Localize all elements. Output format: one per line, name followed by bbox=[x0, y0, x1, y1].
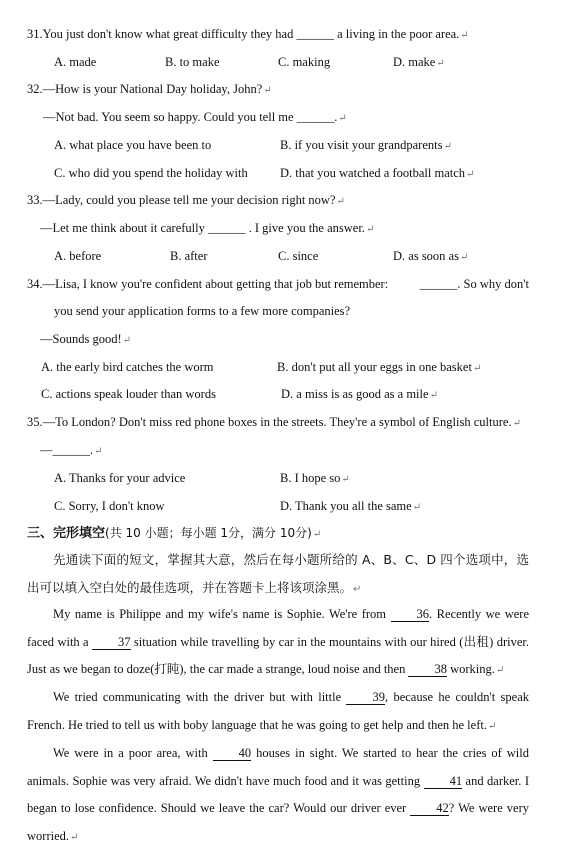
return-mark-icon: ↵ bbox=[70, 831, 79, 843]
question-34-stem: 34.—Lisa, I know you're confident about getting that job but remember: ______. So why don't bbox=[27, 277, 529, 291]
option-b[interactable]: B. after bbox=[170, 249, 208, 263]
option-c[interactable]: C. Sorry, I don't know bbox=[54, 499, 165, 513]
return-mark-icon: ↵ bbox=[122, 335, 131, 346]
return-mark-icon: ↵ bbox=[312, 529, 322, 540]
question-33-reply: —Let me think about it carefully ______ . I give you the answer.↵ bbox=[40, 221, 375, 235]
return-mark-icon: ↵ bbox=[472, 363, 482, 374]
return-mark-icon: ↵ bbox=[429, 390, 438, 401]
return-mark-icon: ↵ bbox=[338, 113, 347, 124]
return-mark-icon: ↵ bbox=[336, 196, 345, 207]
option-b[interactable]: B. don't put all your eggs in one basket↵ bbox=[277, 360, 482, 374]
section-note: (共 10 小题；每小题 1分，满分 10分) bbox=[105, 526, 312, 540]
question-33-stem: 33.—Lady, could you please tell me your decision right now?↵ bbox=[27, 193, 345, 207]
option-c[interactable]: C. since bbox=[278, 249, 319, 263]
question-32-stem: 32.—How is your National Day holiday, John?↵ bbox=[27, 82, 272, 96]
option-a[interactable]: A. before bbox=[54, 249, 102, 263]
option-d[interactable]: D. that you watched a football match↵ bbox=[280, 166, 475, 180]
passage-paragraph-2: We tried communicating with the driver but with little 39, because he couldn't speak French. He tried to tell us with boby language that he was going to get help and then he left.↵ bbox=[27, 690, 530, 732]
question-35-stem: 35.—To London? Don't miss red phone boxes in the streets. They're a symbol of English culture.↵ bbox=[27, 415, 521, 429]
section-instruction: 先通读下面的短文，掌握其大意，然后在每小题所给的 A、B、C、D 四个选项中，选出可以填入空白处的最佳选项，并在答题卡上将该项涂黑。↵ bbox=[27, 552, 529, 595]
option-b[interactable]: B. if you visit your grandparents↵ bbox=[280, 138, 452, 152]
question-34-stem-cont: you send your application forms to a few more companies? bbox=[54, 304, 351, 318]
option-a[interactable]: A. the early bird catches the worm bbox=[41, 360, 214, 374]
return-mark-icon: ↵ bbox=[353, 584, 362, 595]
answer-blank[interactable]: ______ bbox=[296, 110, 335, 124]
cloze-blank-42[interactable]: 42 bbox=[410, 802, 449, 816]
return-mark-icon: ↵ bbox=[263, 85, 272, 96]
question-32-reply: —Not bad. You seem so happy. Could you tell me ______.↵ bbox=[43, 110, 347, 124]
option-b[interactable]: B. to make bbox=[165, 55, 220, 69]
return-mark-icon: ↵ bbox=[412, 502, 422, 513]
option-b[interactable]: B. I hope so↵ bbox=[280, 471, 350, 485]
answer-blank[interactable]: ______ bbox=[296, 27, 334, 41]
option-d[interactable]: D. a miss is as good as a mile↵ bbox=[281, 387, 438, 401]
option-c[interactable]: C. actions speak louder than words bbox=[41, 387, 216, 401]
option-c[interactable]: C. who did you spend the holiday with bbox=[54, 166, 248, 180]
answer-blank[interactable]: ______ bbox=[208, 221, 246, 235]
answer-blank[interactable]: ______ bbox=[52, 443, 90, 457]
return-mark-icon: ↵ bbox=[512, 418, 521, 429]
question-31-stem: 31.You just don't know what great difficulty they had ______ a living in the poor area.↵ bbox=[27, 27, 469, 41]
return-mark-icon: ↵ bbox=[495, 665, 505, 677]
cloze-blank-40[interactable]: 40 bbox=[213, 747, 252, 761]
cloze-blank-38[interactable]: 38 bbox=[408, 663, 447, 677]
cloze-blank-36[interactable]: 36 bbox=[391, 608, 430, 622]
passage-paragraph-3: We were in a poor area, with 40 houses in sight. We started to hear the cries of wild animals. Sophie was very afraid. We didn't have much food and it was getting 41 and darker. I began to lose confidence. Should we leave the car? Would our driver ever 42? We were very worried.↵ bbox=[27, 746, 530, 843]
return-mark-icon: ↵ bbox=[466, 169, 475, 180]
option-a[interactable]: A. what place you have been to bbox=[54, 138, 212, 152]
section-heading bbox=[27, 525, 321, 543]
return-mark-icon: ↵ bbox=[459, 252, 469, 263]
cloze-blank-41[interactable]: 41 bbox=[424, 775, 463, 789]
passage-paragraph-1: My name is Philippe and my wife's name is Sophie. We're from 36. Recently we were faced with a 37 situation while travelling by car in the mountains with our hired (出租) driver. Just as we began to doze(打盹), the car made a strange, loud noise and then 38 working.↵ bbox=[27, 607, 530, 677]
option-d[interactable]: D. Thank you all the same↵ bbox=[280, 499, 422, 513]
option-c[interactable]: C. making bbox=[278, 55, 331, 69]
return-mark-icon: ↵ bbox=[487, 720, 497, 732]
option-a[interactable]: A. Thanks for your advice bbox=[54, 471, 186, 485]
option-d[interactable]: D. as soon as↵ bbox=[393, 249, 469, 263]
section-title: 三、完形填空 bbox=[27, 526, 106, 541]
return-mark-icon: ↵ bbox=[94, 446, 103, 457]
return-mark-icon: ↵ bbox=[365, 224, 375, 235]
return-mark-icon: ↵ bbox=[460, 30, 469, 41]
answer-blank[interactable]: ______ bbox=[419, 277, 458, 291]
return-mark-icon: ↵ bbox=[436, 58, 445, 69]
option-d[interactable]: D. make↵ bbox=[393, 55, 445, 69]
option-a[interactable]: A. made bbox=[54, 55, 97, 69]
cloze-blank-39[interactable]: 39 bbox=[346, 691, 385, 705]
cloze-blank-37[interactable]: 37 bbox=[92, 636, 131, 650]
return-mark-icon: ↵ bbox=[443, 141, 452, 152]
question-35-reply: —______.↵ bbox=[40, 443, 103, 457]
question-34-reply: —Sounds good!↵ bbox=[40, 332, 131, 346]
return-mark-icon: ↵ bbox=[341, 474, 350, 485]
